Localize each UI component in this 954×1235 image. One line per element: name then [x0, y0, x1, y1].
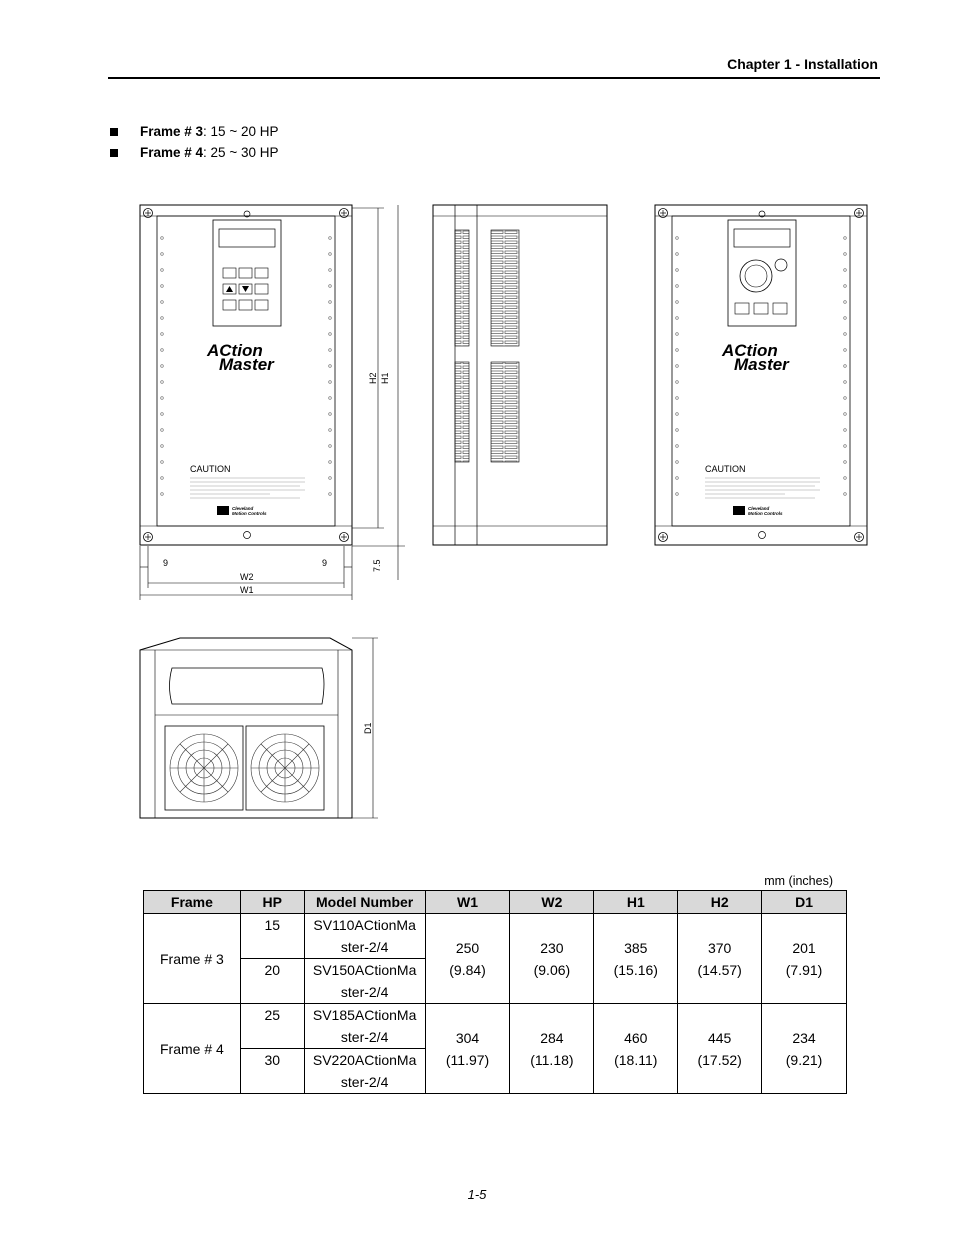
table-row: [144, 1004, 847, 1049]
dim-9-right-label: 9: [322, 558, 328, 568]
w1-cell: [425, 1004, 510, 1094]
value-in: (7.91): [785, 961, 823, 978]
brand-line2: Master: [219, 355, 274, 374]
column-header: W2: [510, 891, 594, 914]
company-name-1: Cleveland: [748, 506, 770, 511]
model-cell: [304, 1049, 425, 1094]
company-name-2: Motion Controls: [748, 511, 783, 516]
value-in: (9.21): [785, 1051, 823, 1068]
h2-cell: [678, 1004, 762, 1094]
model-line: ster-2/4: [340, 1074, 389, 1090]
column-header: Frame: [144, 891, 241, 914]
model-line: ster-2/4: [340, 984, 389, 1000]
front-view-keypad: [140, 205, 405, 600]
w1-cell: [425, 914, 510, 1004]
dim-9-left-label: 9: [163, 558, 169, 568]
value-mm: 460: [624, 1029, 648, 1046]
value-mm: 201: [792, 939, 816, 956]
value-mm: 284: [540, 1029, 564, 1046]
model-line: SV150ACtionMa: [312, 962, 417, 978]
column-header: Model Number: [304, 891, 425, 914]
value-mm: 445: [707, 1029, 732, 1046]
w2-cell: [510, 914, 594, 1004]
model-line: SV220ACtionMa: [312, 1052, 417, 1068]
brand-line1: ACtion: [722, 341, 778, 360]
dim-h2-label: H2: [368, 372, 378, 384]
w2-cell: [510, 1004, 594, 1094]
value-mm: 250: [455, 939, 480, 956]
h2-cell: [678, 914, 762, 1004]
model-line: ster-2/4: [340, 1029, 389, 1045]
value-in: (18.11): [614, 1051, 658, 1068]
model-cell: [304, 1004, 425, 1049]
value-mm: 385: [624, 939, 648, 956]
model-cell: [304, 959, 425, 1004]
model-line: SV185ACtionMa: [312, 1007, 417, 1023]
column-header: HP: [240, 891, 304, 914]
d1-cell: [762, 914, 847, 1004]
hp-cell: 15: [240, 914, 304, 959]
h1-cell: [594, 1004, 678, 1094]
column-header: D1: [762, 891, 847, 914]
hp-cell: 30: [240, 1049, 304, 1094]
units-label: mm (inches): [764, 874, 833, 888]
value-in: (14.57): [697, 961, 742, 978]
page-number: 1-5: [467, 1187, 487, 1202]
bullet-text: : 15 ~ 20 HP: [203, 124, 279, 139]
dim-d1-label: D1: [363, 722, 373, 734]
value-in: (9.84): [449, 961, 486, 978]
bullet-label: Frame # 3: [140, 124, 204, 139]
company-name-1: Cleveland: [232, 506, 254, 511]
bottom-view-fans: [140, 638, 378, 818]
brand-line2: Master: [734, 355, 789, 374]
value-in: (17.52): [697, 1051, 742, 1068]
model-line: ster-2/4: [340, 939, 389, 955]
caution-label: CAUTION: [190, 464, 231, 474]
value-mm: 234: [792, 1029, 816, 1046]
column-header: H1: [594, 891, 678, 914]
bullet-text: : 25 ~ 30 HP: [203, 145, 279, 160]
dim-h1-label: H1: [380, 372, 390, 384]
column-header: H2: [678, 891, 762, 914]
model-cell: [304, 914, 425, 959]
company-name-2: Motion Controls: [232, 511, 267, 516]
front-view-dial: [655, 205, 867, 545]
column-header: W1: [425, 891, 510, 914]
value-mm: 230: [540, 939, 564, 956]
d1-cell: [762, 1004, 847, 1094]
value-in: (9.06): [533, 961, 571, 978]
bullet-label: Frame # 4: [140, 145, 204, 160]
dimensions-table: [143, 890, 847, 1094]
value-in: (15.16): [613, 961, 658, 978]
hp-cell: 25: [240, 1004, 304, 1049]
h1-cell: [594, 914, 678, 1004]
hp-cell: 20: [240, 959, 304, 1004]
frame-cell: Frame # 4: [144, 1004, 241, 1094]
dim-w2-label: W2: [240, 572, 254, 582]
table-row: [144, 914, 847, 959]
value-mm: 304: [455, 1029, 480, 1046]
model-line: SV110ACtionMa: [313, 917, 416, 933]
caution-label: CAUTION: [705, 464, 746, 474]
value-in: (11.18): [530, 1051, 574, 1068]
side-view: [433, 205, 607, 545]
chapter-title: Chapter 1 - Installation: [727, 56, 878, 72]
dim-7-5-label: 7.5: [372, 559, 382, 572]
brand-line1: ACtion: [207, 341, 263, 360]
value-in: (11.97): [445, 1051, 490, 1068]
value-mm: 370: [707, 939, 732, 956]
table-header-row: [144, 891, 847, 914]
dim-w1-label: W1: [240, 585, 254, 595]
frame-cell: Frame # 3: [144, 914, 241, 1004]
